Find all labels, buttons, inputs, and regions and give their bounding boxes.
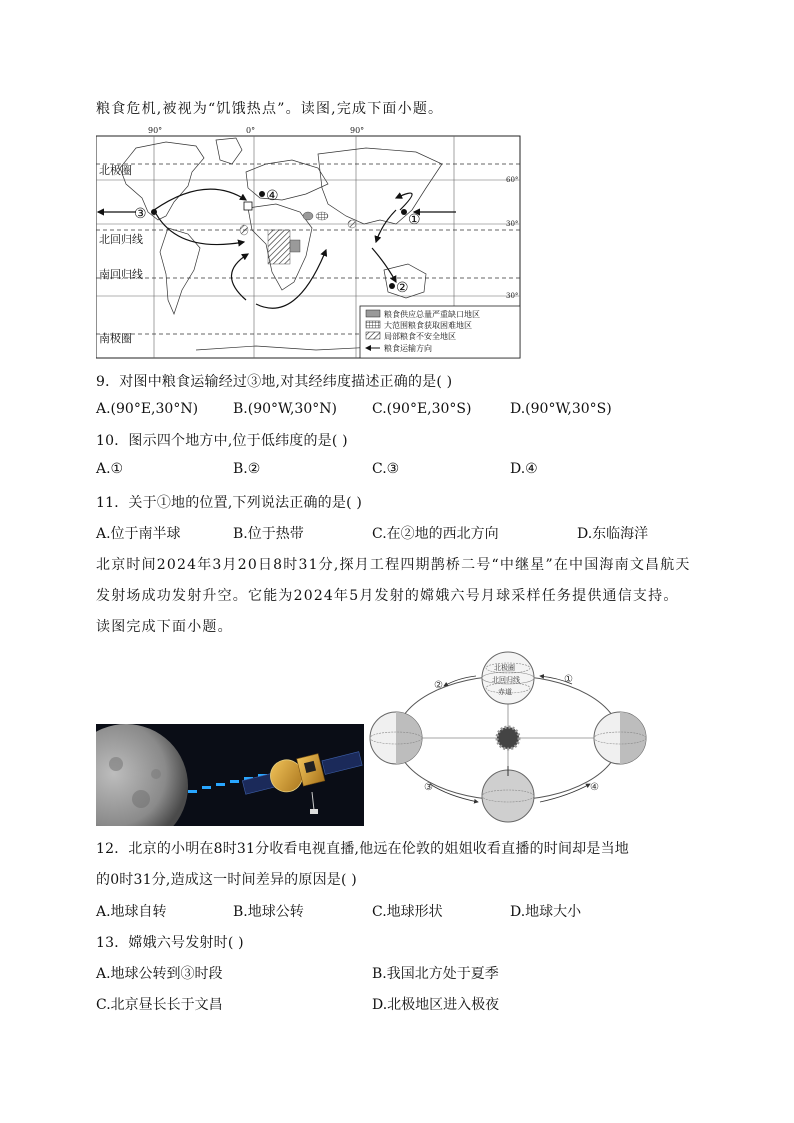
antarctic-circle-label: 南极圈 (99, 332, 132, 345)
map-lat-label-60: 60° (506, 176, 519, 184)
passage2-line-2: 发射场成功发射升空。它能为2024年5月发射的嫦娥六号月球采样任务提供通信支持。 (96, 588, 679, 604)
q12-option-c[interactable]: C.地球形状 (372, 904, 443, 920)
orbit-label-3: ③ (424, 782, 433, 793)
orbit-label-4: ④ (590, 782, 599, 793)
point-2-label: ② (396, 280, 409, 296)
legend-item-4: 粮食运输方向 (384, 344, 432, 353)
map-lon-label-90e: 90° (350, 126, 365, 135)
q13-option-c[interactable]: C.北京昼长长于文昌 (96, 997, 223, 1013)
legend-item-3: 局部粮食不安全地区 (384, 332, 456, 341)
legend-item-2: 大范围粮食获取困难地区 (384, 321, 472, 330)
q11-option-d[interactable]: D.东临海洋 (577, 526, 649, 542)
map-lat-label-30n: 30° (506, 220, 519, 228)
q13-option-a[interactable]: A.地球公转到③时段 (96, 966, 223, 982)
globe-label-tropic: 北回归线 (492, 676, 520, 684)
globe-top (482, 652, 534, 704)
globe-label-equator: 赤道 (498, 688, 512, 696)
q13-stem: 13．嫦娥六号发射时( ) (96, 935, 244, 951)
q10-option-b[interactable]: B.② (233, 461, 261, 477)
arctic-circle-label: 北极圈 (99, 164, 132, 177)
q12-stem-line-2: 的0时31分,造成这一时间差异的原因是( ) (96, 872, 357, 888)
q12-option-a[interactable]: A.地球自转 (96, 904, 167, 920)
world-food-map (96, 124, 536, 360)
q9-stem: 9．对图中粮食运输经过③地,对其经纬度描述正确的是( ) (96, 374, 453, 390)
q10-stem: 10．图示四个地方中,位于低纬度的是( ) (96, 433, 348, 449)
globe-bottom (482, 766, 534, 822)
point-1-label: ① (408, 212, 421, 228)
q11-option-b[interactable]: B.位于热带 (233, 526, 304, 542)
q10-option-a[interactable]: A.① (96, 461, 124, 477)
q12-option-d[interactable]: D.地球大小 (510, 904, 582, 920)
tropic-cancer-label: 北回归线 (99, 233, 143, 246)
earth-orbit-diagram (368, 644, 668, 830)
q9-option-c[interactable]: C.(90°E,30°S) (372, 401, 472, 417)
map-lon-label-0: 0° (246, 126, 256, 135)
passage2-line-3: 读图完成下面小题。 (96, 619, 233, 635)
q11-option-c[interactable]: C.在②地的西北方向 (372, 526, 499, 542)
q11-stem: 11．关于①地的位置,下列说法正确的是( ) (96, 495, 363, 511)
intro-text: 粮食危机,被视为“饥饿热点”。读图,完成下面小题。 (96, 101, 444, 117)
q12-option-b[interactable]: B.地球公转 (233, 904, 304, 920)
q9-option-b[interactable]: B.(90°W,30°N) (233, 401, 337, 417)
orbit-label-2: ② (434, 680, 443, 691)
map-legend (360, 306, 520, 358)
moon-satellite-image (96, 724, 364, 826)
map-lon-label-90w: 90° (148, 126, 163, 135)
globe-left (370, 712, 422, 764)
globe-label-arctic: 北极圈 (494, 664, 515, 672)
point-3-label: ③ (134, 206, 147, 222)
q13-option-b[interactable]: B.我国北方处于夏季 (372, 966, 499, 982)
passage2-line-1: 北京时间2024年3月20日8时31分,探月工程四期鹊桥二号“中继星”在中国海南文昌航天 (96, 557, 691, 573)
q11-option-a[interactable]: A.位于南半球 (96, 526, 181, 542)
q9-option-d[interactable]: D.(90°W,30°S) (510, 401, 612, 417)
legend-item-1: 粮食供应总量严重缺口地区 (384, 310, 480, 319)
globe-right (594, 712, 646, 764)
map-lat-label-30s: 30° (506, 292, 519, 300)
q12-stem-line-1: 12．北京的小明在8时31分收看电视直播,他远在伦敦的姐姐收看直播的时间却是当地 (96, 841, 629, 857)
q10-option-d[interactable]: D.④ (510, 461, 538, 477)
q9-option-a[interactable]: A.(90°E,30°N) (96, 401, 199, 417)
tropic-capricorn-label: 南回归线 (99, 268, 143, 281)
q10-option-c[interactable]: C.③ (372, 461, 400, 477)
orbit-label-1: ① (564, 674, 573, 685)
point-4-label: ④ (266, 188, 279, 204)
q13-option-d[interactable]: D.北极地区进入极夜 (372, 997, 500, 1013)
